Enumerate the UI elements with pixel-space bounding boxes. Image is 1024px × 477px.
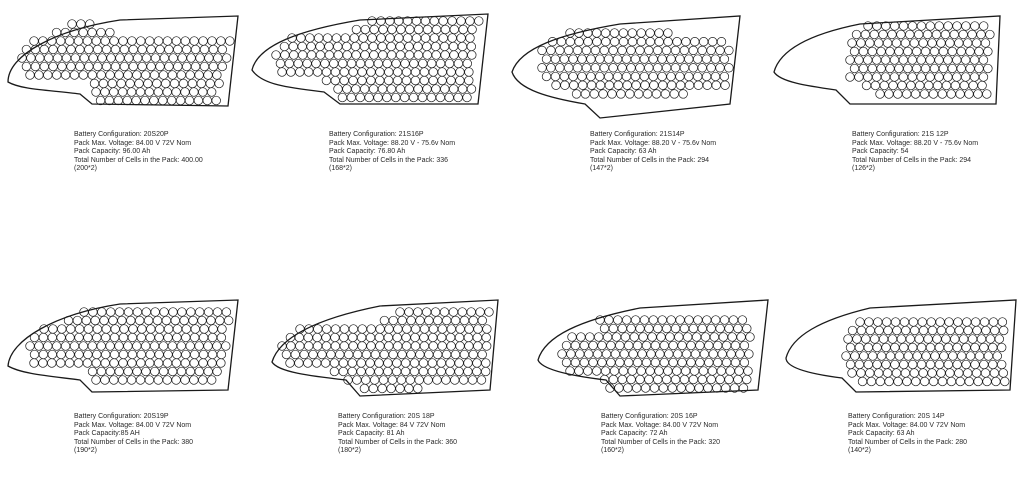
cell-count-note: (140*2) <box>848 447 871 455</box>
config-line: Battery Configuration: 21S 12P <box>852 131 949 138</box>
config-line: Battery Configuration: 21S14P <box>590 131 685 138</box>
cell-count-line: Total Number of Cells in the Pack: 400.00 <box>74 156 203 164</box>
voltage-line: Pack Max. Voltage: 84.00 V 72V Nom <box>74 139 192 147</box>
cell-count-line: Total Number of Cells in the Pack: 294 <box>852 156 972 164</box>
cell-count-line: Total Number of Cells in the Pack: 280 <box>848 438 968 446</box>
capacity-line: Pack Capacity: 96.00 Ah <box>74 148 151 156</box>
config-line: Battery Configuration: 20S 14P <box>848 413 945 420</box>
capacity-line: Pack Capacity: 54 <box>852 148 909 156</box>
cell-count-note: (190*2) <box>74 447 97 455</box>
config-line: Battery Configuration: 20S20P <box>74 131 169 138</box>
cell-count-note: (200*2) <box>74 165 97 173</box>
voltage-line: Pack Max. Voltage: 84.00 V 72V Nom <box>848 421 966 429</box>
pack-caption-8 <box>848 413 967 456</box>
voltage-line: Pack Max. Voltage: 88.20 V - 75.6v Nom <box>852 139 979 147</box>
capacity-line: Pack Capacity: 76.80 Ah <box>329 148 406 156</box>
capacity-line: Pack Capacity: 72 Ah <box>601 430 668 438</box>
cell-count-line: Total Number of Cells in the Pack: 360 <box>338 438 458 446</box>
config-line: Battery Configuration: 21S16P <box>329 131 424 138</box>
voltage-line: Pack Max. Voltage: 84 V 72V Nom <box>338 421 446 429</box>
config-line: Battery Configuration: 20S 18P <box>338 413 435 420</box>
config-line: Battery Configuration: 20S19P <box>74 413 169 420</box>
config-line: Battery Configuration: 20S 16P <box>601 413 698 420</box>
capacity-line: Pack Capacity: 63 Ah <box>848 430 915 438</box>
cell-count-line: Total Number of Cells in the Pack: 320 <box>601 438 721 446</box>
capacity-line: Pack Capacity: 81 Ah <box>338 430 405 438</box>
capacity-line: Pack Capacity: 63 Ah <box>590 148 657 156</box>
voltage-line: Pack Max. Voltage: 84.00 V 72V Nom <box>601 421 719 429</box>
voltage-line: Pack Max. Voltage: 88.20 V - 75.6v Nom <box>590 139 717 147</box>
voltage-line: Pack Max. Voltage: 84.00 V 72V Nom <box>74 421 192 429</box>
voltage-line: Pack Max. Voltage: 88.20 V - 75.6v Nom <box>329 139 456 147</box>
capacity-line: Pack Capacity:85 AH <box>74 430 140 438</box>
cell-count-note: (160*2) <box>601 447 624 455</box>
cell-count-note: (126*2) <box>852 165 875 173</box>
cell-count-line: Total Number of Cells in the Pack: 294 <box>590 156 710 164</box>
cell-count-line: Total Number of Cells in the Pack: 336 <box>329 156 449 164</box>
cell-count-note: (168*2) <box>329 165 352 173</box>
cell-count-line: Total Number of Cells in the Pack: 380 <box>74 438 194 446</box>
cell-count-note: (147*2) <box>590 165 613 173</box>
cell-count-note: (180*2) <box>338 447 361 455</box>
